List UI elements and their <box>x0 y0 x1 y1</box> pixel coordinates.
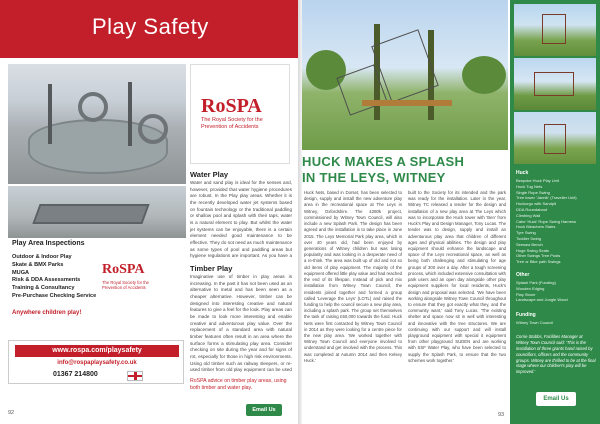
page-number: 92 <box>8 410 15 416</box>
inspections-footer: Anywhere children play! <box>12 310 82 316</box>
water-play-heading: Water Play <box>190 170 229 179</box>
list-item: Climbing Wall <box>516 212 541 218</box>
water-play-photo <box>8 186 186 238</box>
list-item: Tree or Bike path Swings <box>516 259 561 265</box>
list-item: Huck Tug Nets <box>516 183 543 189</box>
inspection-item: Risk & DDA Assessments <box>12 277 81 284</box>
article-title-line2: IN THE LEYS, WITNEY <box>302 170 446 185</box>
sidebar-funding-list <box>516 320 596 326</box>
splash-pad-photo <box>8 64 186 184</box>
list-item: Play Stone <box>516 291 536 297</box>
inspection-item: Outdoor & Indoor Play <box>12 254 72 260</box>
left-page <box>0 0 298 424</box>
rospa-tagline: The Royal Society for the Prevention of Accidents <box>201 117 263 130</box>
rospa-small-tagline: The Royal Society for the Prevention of Accidents <box>102 280 150 291</box>
sidebar-huck-list <box>516 178 596 265</box>
list-item: Tyre Swing <box>516 230 536 236</box>
list-item: Bespoke Huck Play Unit <box>516 178 559 183</box>
right-page <box>302 0 600 424</box>
article-title-line1: HUCK MAKES A SPLASH <box>302 154 465 169</box>
sidebar-photo-3 <box>514 112 596 164</box>
inspection-item: MUGA <box>12 269 30 276</box>
inspection-item: Skate & BMX Parks <box>12 261 64 268</box>
sidebar-other-list <box>516 280 596 303</box>
list-item: Tree tower 'Jannik' (Traveller Unit) <box>516 195 577 201</box>
rospa-logo: RoSPA <box>201 95 262 117</box>
flag-icon <box>127 371 143 381</box>
title-banner <box>0 0 298 58</box>
huck-play-tower-photo <box>302 0 508 150</box>
list-item: Wooden Edging <box>516 285 545 291</box>
sidebar-photo-1 <box>514 4 596 56</box>
article-column-1: Huck Nets, based in Dorset, has been selected to design, supply and install the new adventure play area in the recreational space at The Leys in Witney, Oxfordshire. The £280k project, commissioned by Witney Town Council, will also include a new Splash Park. The design has been agreed and the installation is to take place in June 2015. The Leys Memorial Park play area, which is over 40 years old, had been enjoyed by generations of Witney children but was losing popularity and was looking in a desperate need of a re-think. The area was built up of old and not so old items of play equipment. The majority of the equipment offered little play value and had reached the end of its lifespan. Instead of pick and mix installation from Witney Town Council, the residents joined together and formed a group called 'Leverage the Leys' (LOTL) and raised the funding to help the council secure a new play area, including a splash park. The group set themselves the task of raising £50,000 towards the fund. Huck Nets were first contacted by Witney Town Council in 2014 as they were looking for a centre piece for the new play area. 'We worked together with Witney Town Council and everyone involved to understand and get involved with the process. This was completed at Autumn 2014 and then Kelsey Huck.' <box>304 190 402 363</box>
website-link[interactable]: www.rospa.com/playsafety <box>15 345 179 357</box>
contact-card <box>8 340 184 384</box>
inspection-item: Training & Consultancy <box>12 285 75 292</box>
timber-play-body: Imaginative use of timber in play areas is increasing. In the past it has not been used as an alternative to metal and has been seen as a cheaper alternative. However, timber can be designed into interesting creative and natural features to give a feel for the look. Play areas can be made to look more interesting and enable creative and adventurous play value. Over the replacement of a standard area with natural timber features often result in an area where the surface forms a stimulating play area. Consider checking on site during the year and for signs of rot, especially for those in high risk environments. Using old timber such as railway sleepers, or re-used timber from old play equipment can be used <box>190 274 292 373</box>
phone-number: 01367 214800 <box>53 371 98 378</box>
email-link[interactable]: info@rospaplaysafety.co.uk <box>57 360 137 366</box>
page-number: 93 <box>498 412 505 418</box>
inspections-title: Play Area Inspections <box>12 240 85 247</box>
timber-link[interactable]: RoSPA advice on timber play areas, using both timber and water play. <box>190 378 287 392</box>
list-item: Landscape and Jungle Wood <box>516 297 568 303</box>
list-item: Single Rope Swing <box>516 189 550 195</box>
list-item: Huge Swing Seats <box>516 247 549 253</box>
list-item: Splash Park (Funding) <box>516 280 556 285</box>
list-item: Cabe 'Huck' Rope Swing Harness <box>516 218 576 224</box>
page-title: Play Safety <box>92 14 209 39</box>
list-item: DDA Roundabout <box>516 206 548 212</box>
list-item: Other Swings Tree Posts <box>516 253 561 259</box>
list-item: Toddler Swing <box>516 235 542 241</box>
inspection-item: Pre-Purchase Checking Service <box>12 293 97 300</box>
rospa-logo-box <box>190 64 290 164</box>
list-item: Huckorgo with Sandpit <box>516 201 557 207</box>
list-item: Witney Town Council <box>516 320 554 325</box>
water-play-body: Water and sand play is ideal for the senses and, however, provided that water hygiene procedures are robust. In the Play play areas. Whether it is the recently developed water jet systems based on fountain technology or the traditional paddling or shallow pool and splash with their taps, water is a natural element to play. But whilst the water jet systems can be enjoyable, there is a certain element needed good maintenance to be effective. They do not need as much maintenance as some types of pool and paddling areas but hygiene regulations are important. As you have a <box>190 180 292 259</box>
sidebar-other-heading: Other <box>516 272 530 278</box>
sidebar <box>510 0 600 424</box>
sidebar-photo-2 <box>514 58 596 110</box>
sidebar-email-button[interactable]: Email Us <box>536 392 576 406</box>
sidebar-quote: Corrie Stubbs, Facilities Manager at Witney Town Council said: 'This is the installation of three grants hand raised by councillors, officers and the community groups. Witney are thrilled to be at the final stage where our children's play will be improved.' <box>516 334 596 375</box>
inspections-ad <box>8 240 100 324</box>
rospa-small-logo <box>98 258 168 298</box>
email-us-button[interactable]: Email Us <box>246 404 282 416</box>
article-column-2: built to the Society for its intended and the park was ready for the installation. Later in the year, Witney TC released a tender for the design and installation of a new play area at The Leys which was to incorporate the Huck tower with 'Ben' from Huck's Play and Design Manager, Tony Lucas. The tender was to design, supply and install an adventurous play area that children of different ages and physical abilities. The design and play equipment should enhance the landscape and space of the Leys recreational space, as well as being both challenging and stimulating for age groups of 300 over a day. After a tough screening process, which included extensive consultation with park users and an open day alongside other play equipment suppliers for local residents, Huck's design and proposal was selected. 'We have been working alongside Witney Town Council throughout to ensure that they got exactly what they, and the community want,' said Tony Lucas. 'The existing shelter and space now sit in well with interesting and innovative with the tree structures. We are continuing with our support and will install playground equipment with special it equipment from other playground SUDEN and are working with SSF Water Play, who have been selected to supply the Splash Park, to ensure that the two schemes work together.' <box>408 190 506 363</box>
list-item: Huck Bleachers Stairs <box>516 224 556 230</box>
sidebar-huck-heading: Huck <box>516 170 529 176</box>
sidebar-funding-heading: Funding <box>516 312 536 318</box>
timber-play-heading: Timber Play <box>190 264 233 273</box>
rospa-small-logo-text: RoSPA <box>102 262 145 277</box>
list-item: Seesaw Bench <box>516 241 543 247</box>
inspections-list <box>12 254 102 301</box>
